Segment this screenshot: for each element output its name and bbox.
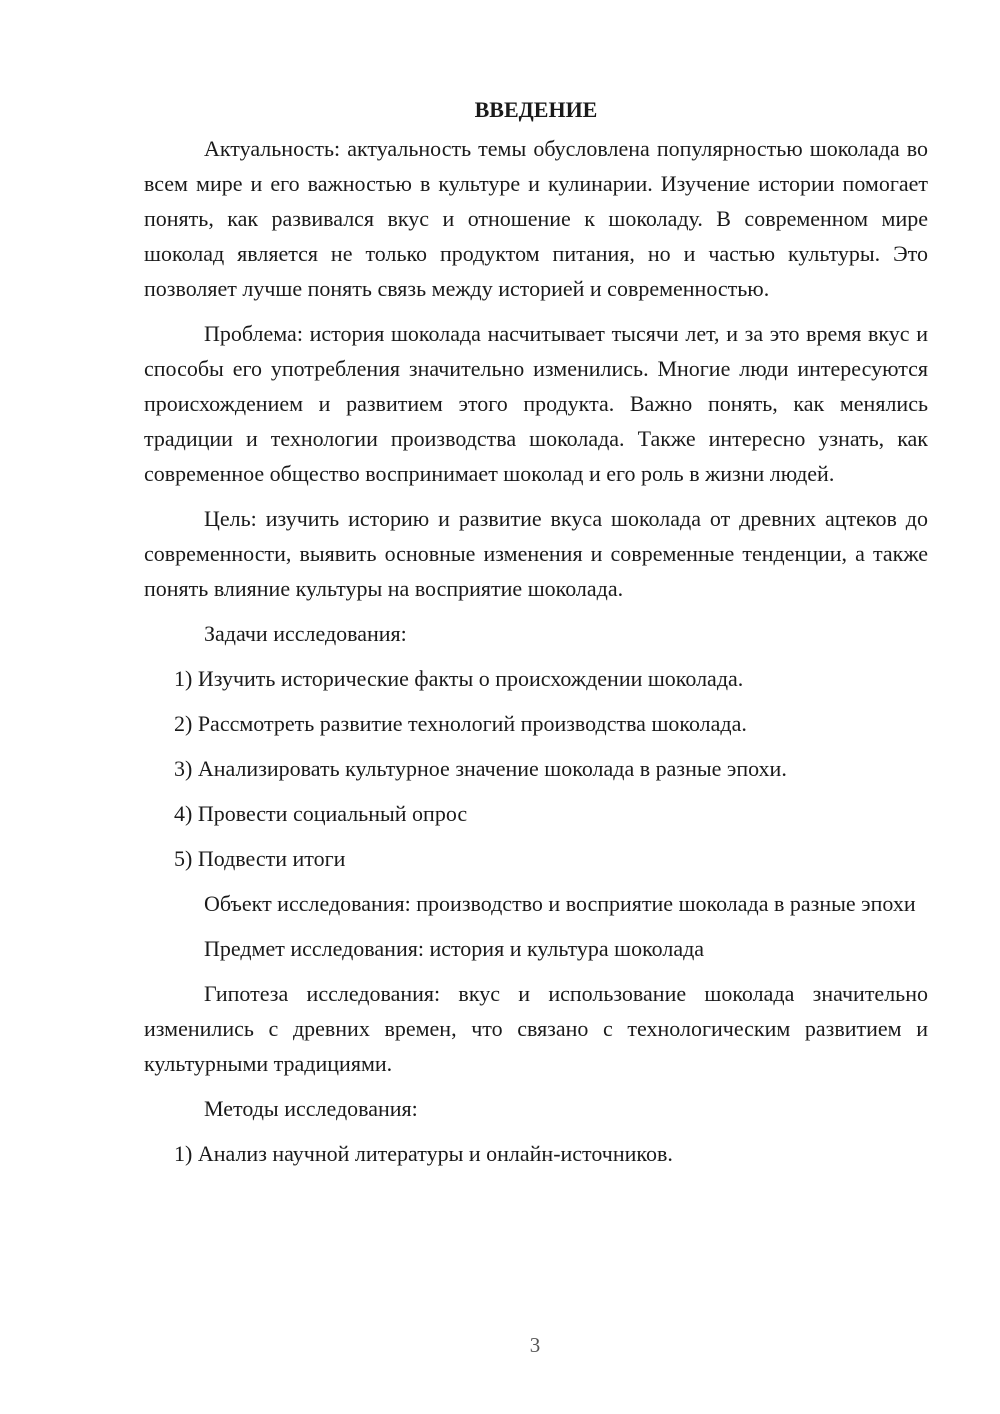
section-title: ВВЕДЕНИЕ: [474, 97, 598, 122]
task-item: 1) Изучить исторические факты о происхождении шоколада.: [174, 666, 744, 691]
hypothesis-paragraph: Гипотеза исследования: вкус и использование шоколада значительно изменились с древних времен, что связано с технологическим развитием и культурными традициями.: [144, 981, 928, 1076]
tasks-heading: Задачи исследования:: [204, 621, 407, 646]
subject-paragraph: Предмет исследования: история и культура шоколада: [204, 936, 705, 961]
task-item: 4) Провести социальный опрос: [174, 801, 468, 826]
task-item: 2) Рассмотреть развитие технологий производства шоколада.: [174, 711, 747, 736]
page-number: 3: [529, 1333, 541, 1357]
goal-paragraph: Цель: изучить историю и развитие вкуса шоколада от древних ацтеков до современности, выявить основные изменения и современные тенденции, а также понять влияние культуры на восприятие шоколада.: [144, 506, 928, 601]
task-item: 3) Анализировать культурное значение шоколада в разные эпохи.: [174, 756, 787, 781]
relevance-paragraph: Актуальность: актуальность темы обусловлена популярностью шоколада во всем мире и его важностью в культуре и кулинарии. Изучение истории помогает понять, как развивался вкус и отношение к шоколаду. В современном мире шоколад является не только продуктом питания, но и частью культуры. Это позволяет лучше понять связь между историей и современностью.: [144, 136, 928, 301]
object-paragraph: Объект исследования: производство и восприятие шоколада в разные эпохи: [204, 891, 916, 916]
task-item: 5) Подвести итоги: [174, 846, 346, 871]
methods-heading: Методы исследования:: [204, 1096, 418, 1121]
problem-paragraph: Проблема: история шоколада насчитывает тысячи лет, и за это время вкус и способы его употребления значительно изменились. Многие люди интересуются происхождением и развитием этого продукта. Важно понять, как менялись традиции и технологии производства шоколада. Также интересно узнать, как современное общество воспринимает шоколад и его роль в жизни людей.: [144, 321, 928, 486]
method-item: 1) Анализ научной литературы и онлайн-источников.: [174, 1141, 673, 1166]
page-content: [144, 92, 928, 1181]
